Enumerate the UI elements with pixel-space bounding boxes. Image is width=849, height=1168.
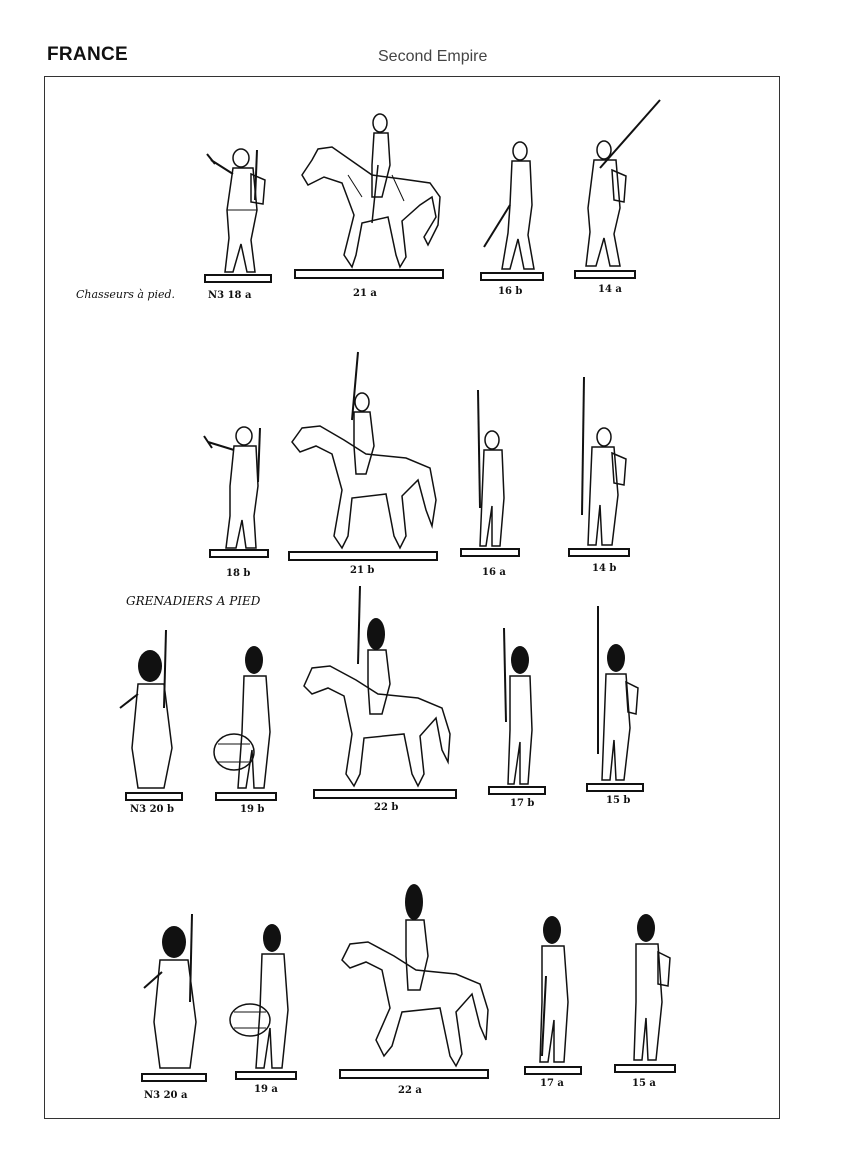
figure-label: 15 b	[606, 795, 631, 806]
mounted-officer-figure	[286, 350, 441, 565]
figure-label: 14 a	[598, 284, 622, 295]
page-header-period: Second Empire	[378, 48, 488, 65]
grenadier-drum-major-figure	[118, 628, 188, 803]
grenadier-mounted-officer-figure	[336, 880, 492, 1082]
figure-label: 22 b	[374, 802, 399, 813]
figure-label: 19 a	[254, 1084, 278, 1095]
grenadier-present-arms-figure	[486, 626, 548, 798]
soldier-marching-figure	[478, 135, 548, 285]
figure-label: N3 18 a	[208, 290, 252, 301]
bugler-figure	[200, 420, 272, 560]
grenadier-drummer-figure	[228, 918, 300, 1083]
grenadier-shoulder-arms-figure	[584, 604, 646, 796]
grenadier-drum-major-figure	[138, 912, 210, 1084]
figure-label: 17 b	[510, 798, 535, 809]
grenadier-drummer-figure	[212, 640, 282, 802]
figure-label: N3 20 a	[144, 1090, 188, 1101]
figure-label: 16 a	[482, 567, 506, 578]
soldier-rifle-figure	[572, 98, 667, 283]
grenadier-rifle-figure	[612, 906, 678, 1076]
soldier-shoulder-arms-figure	[566, 375, 634, 565]
section-label-grenadiers: GRENADIERS A PIED	[126, 594, 261, 608]
figure-label: 19 b	[240, 804, 265, 815]
grenadier-mounted-officer-figure	[300, 584, 460, 802]
grenadier-rifle-figure	[522, 906, 584, 1078]
figure-label: 18 b	[226, 568, 251, 579]
figure-label: 16 b	[498, 286, 523, 297]
figure-label: 15 a	[632, 1078, 656, 1089]
figure-label: 22 a	[398, 1085, 422, 1096]
figure-label: 14 b	[592, 563, 617, 574]
page-header-country: FRANCE	[47, 44, 128, 65]
section-label-chasseurs: Chasseurs à pied.	[76, 288, 176, 301]
bugler-figure	[203, 140, 273, 285]
figure-label: 21 a	[353, 288, 377, 299]
figure-label: 17 a	[540, 1078, 564, 1089]
figure-label: 21 b	[350, 565, 375, 576]
soldier-present-arms-figure	[458, 388, 523, 563]
mounted-officer-figure	[292, 105, 447, 285]
figure-label: N3 20 b	[130, 804, 174, 815]
